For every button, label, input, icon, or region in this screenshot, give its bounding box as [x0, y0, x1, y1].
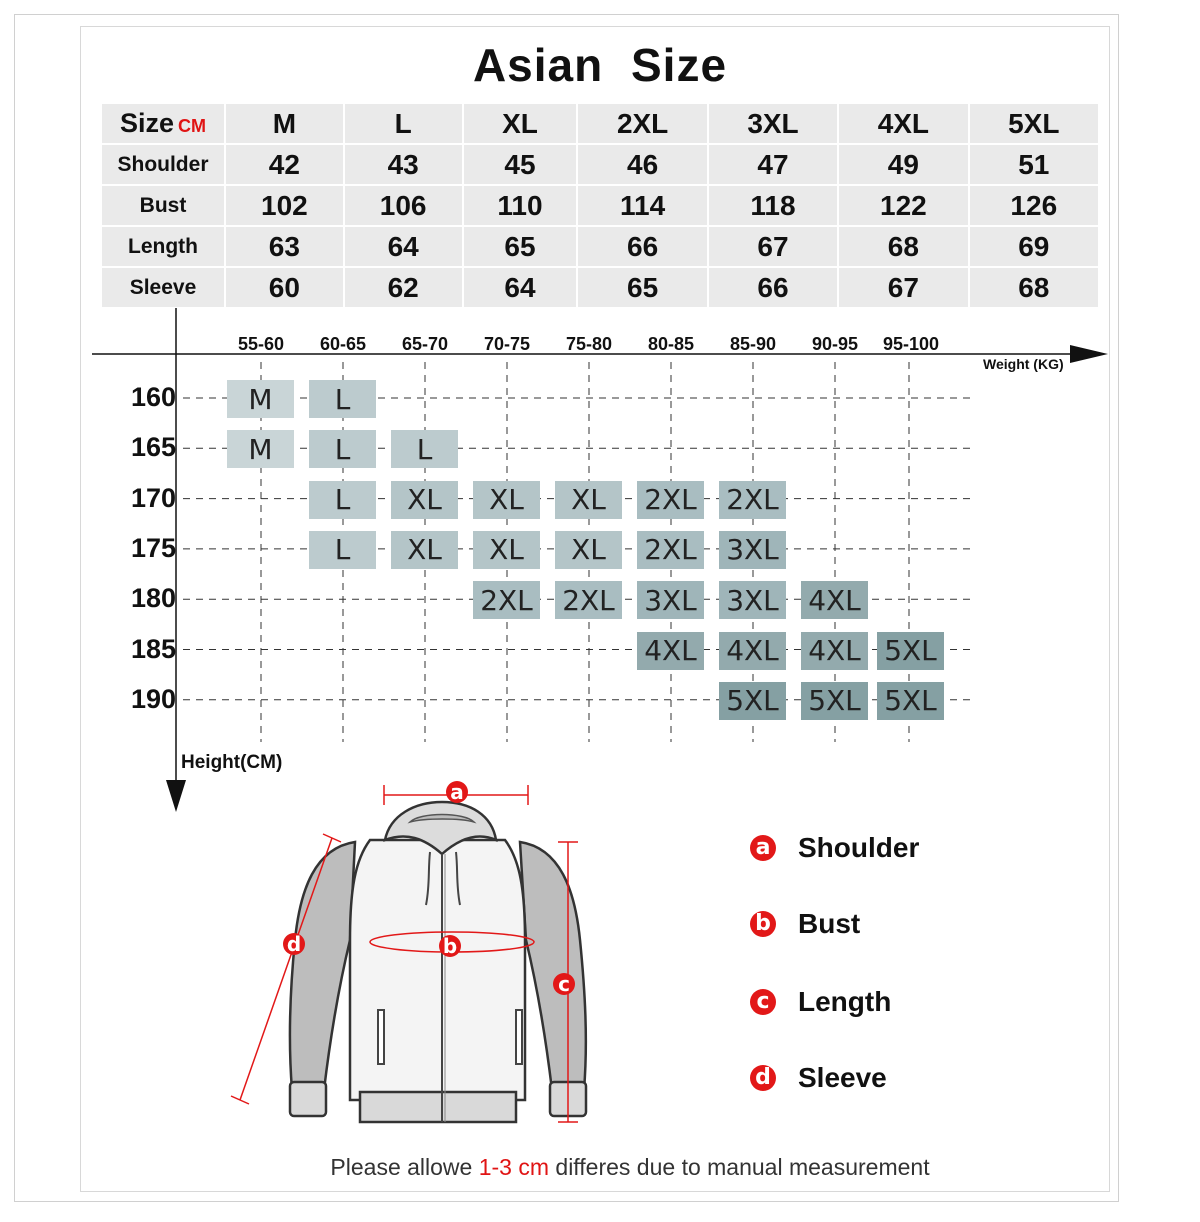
weight-tick-label: 60-65: [319, 334, 367, 354]
legend-shoulder: [750, 832, 919, 864]
x-axis-title: Weight (KG): [983, 356, 1064, 372]
size-cell: XL: [555, 481, 622, 519]
size-corner-label: Size: [119, 108, 175, 138]
page-title: Asian Size: [472, 39, 728, 91]
size-cell: 2XL: [555, 581, 622, 619]
legend-length: [750, 986, 891, 1018]
size-value-cell: 45: [464, 145, 577, 184]
size-cell: XL: [555, 531, 622, 569]
size-value-cell: 63: [226, 227, 343, 266]
footnote-range: 1-3 cm: [478, 1154, 550, 1180]
size-value-cell: 64: [345, 227, 462, 266]
size-cell: 4XL: [637, 632, 704, 670]
footnote-suffix: differes due to manual measurement: [549, 1154, 930, 1180]
weight-tick-label: 65-70: [401, 334, 449, 354]
size-cell: 4XL: [801, 581, 868, 619]
size-value-cell: 42: [226, 145, 343, 184]
size-value-cell: 49: [839, 145, 967, 184]
marker-d: d: [286, 932, 302, 956]
size-value-cell: 67: [709, 227, 837, 266]
size-cell: L: [309, 531, 376, 569]
size-cell: XL: [473, 481, 540, 519]
size-row-label: Sleeve: [102, 268, 224, 307]
size-cell: 4XL: [719, 632, 786, 670]
size-value-cell: 62: [345, 268, 462, 307]
unit-label: CM: [178, 116, 207, 136]
weight-tick-label: 75-80: [565, 334, 613, 354]
y-axis-title: Height(CM): [181, 752, 283, 773]
height-tick-label: 160: [130, 382, 176, 412]
size-header-cell: 5XL: [970, 104, 1098, 143]
size-value-cell: 67: [839, 268, 967, 307]
size-cell: 5XL: [877, 682, 944, 720]
hoodie-diagram: [220, 770, 640, 1140]
legend-label-length: Length: [798, 986, 892, 1017]
height-tick-label: 175: [130, 532, 176, 563]
legend-bust: [750, 908, 860, 940]
size-cell: 2XL: [473, 581, 540, 619]
size-value-cell: 118: [709, 186, 837, 225]
size-value-cell: 65: [578, 268, 706, 307]
size-value-cell: 46: [578, 145, 706, 184]
size-header-cell: 3XL: [709, 104, 837, 143]
weight-tick-label: 55-60: [237, 334, 285, 354]
legend-label-bust: Bust: [798, 908, 861, 939]
legend-label-sleeve: Sleeve: [798, 1062, 887, 1093]
size-cell: L: [391, 430, 458, 468]
size-cell: L: [309, 481, 376, 519]
size-value-cell: 69: [970, 227, 1098, 266]
size-value-cell: 102: [226, 186, 343, 225]
size-cell: M: [227, 380, 294, 418]
size-row-label: Shoulder: [102, 145, 224, 184]
size-header-cell: L: [345, 104, 462, 143]
legend-badge-c: c: [750, 989, 776, 1015]
height-tick-label: 165: [130, 432, 176, 463]
size-cell: 2XL: [637, 531, 704, 569]
size-row-label: Length: [102, 227, 224, 266]
size-row-label: Bust: [102, 186, 224, 225]
y-axis-arrow: [166, 780, 186, 812]
size-cell: 5XL: [719, 682, 786, 720]
legend-sleeve: [750, 1062, 887, 1094]
size-cell: L: [309, 430, 376, 468]
size-value-cell: 51: [970, 145, 1098, 184]
size-cell: XL: [391, 531, 458, 569]
size-value-cell: 66: [578, 227, 706, 266]
marker-a: a: [450, 780, 464, 804]
size-cell: 5XL: [877, 632, 944, 670]
marker-b: b: [442, 934, 458, 958]
weight-tick-label: 90-95: [811, 334, 859, 354]
weight-tick-label: 95-100: [882, 334, 940, 354]
size-value-cell: 122: [839, 186, 967, 225]
size-cell: M: [227, 430, 294, 468]
size-cell: 4XL: [801, 632, 868, 670]
size-value-cell: 64: [464, 268, 577, 307]
weight-tick-label: 85-90: [729, 334, 777, 354]
marker-c: c: [558, 972, 570, 996]
legend-badge-b: b: [750, 911, 776, 937]
size-header-cell: 2XL: [578, 104, 706, 143]
legend-label-shoulder: Shoulder: [798, 832, 920, 863]
measurement-footnote: [0, 1154, 1200, 1181]
weight-tick-label: 80-85: [647, 334, 695, 354]
size-cell: 3XL: [719, 531, 786, 569]
size-cell: XL: [391, 481, 458, 519]
size-cell: 2XL: [719, 481, 786, 519]
size-cell: XL: [473, 531, 540, 569]
legend-badge-a: a: [750, 835, 776, 861]
size-value-cell: 60: [226, 268, 343, 307]
size-cell: 3XL: [719, 581, 786, 619]
size-value-cell: 126: [970, 186, 1098, 225]
size-header-cell: XL: [464, 104, 577, 143]
size-header-cell: M: [226, 104, 343, 143]
height-tick-label: 185: [130, 633, 176, 664]
legend-badge-d: d: [750, 1065, 776, 1091]
weight-tick-label: 70-75: [483, 334, 531, 354]
size-value-cell: 65: [464, 227, 577, 266]
size-header-cell: 4XL: [839, 104, 967, 143]
size-value-cell: 110: [464, 186, 577, 225]
size-value-cell: 106: [345, 186, 462, 225]
size-cell: 5XL: [801, 682, 868, 720]
size-value-cell: 114: [578, 186, 706, 225]
size-cell: 2XL: [637, 481, 704, 519]
footnote-prefix: Please allowe: [330, 1154, 479, 1180]
size-value-cell: 68: [970, 268, 1098, 307]
size-cell: 3XL: [637, 581, 704, 619]
size-value-cell: 43: [345, 145, 462, 184]
height-tick-label: 180: [130, 583, 176, 614]
hoodie-illustration: [290, 802, 586, 1122]
size-value-cell: 66: [709, 268, 837, 307]
height-tick-label: 190: [130, 683, 176, 714]
size-value-cell: 68: [839, 227, 967, 266]
x-axis-arrow: [1070, 345, 1108, 363]
size-cell: L: [309, 380, 376, 418]
height-tick-label: 170: [130, 482, 176, 513]
size-value-cell: 47: [709, 145, 837, 184]
